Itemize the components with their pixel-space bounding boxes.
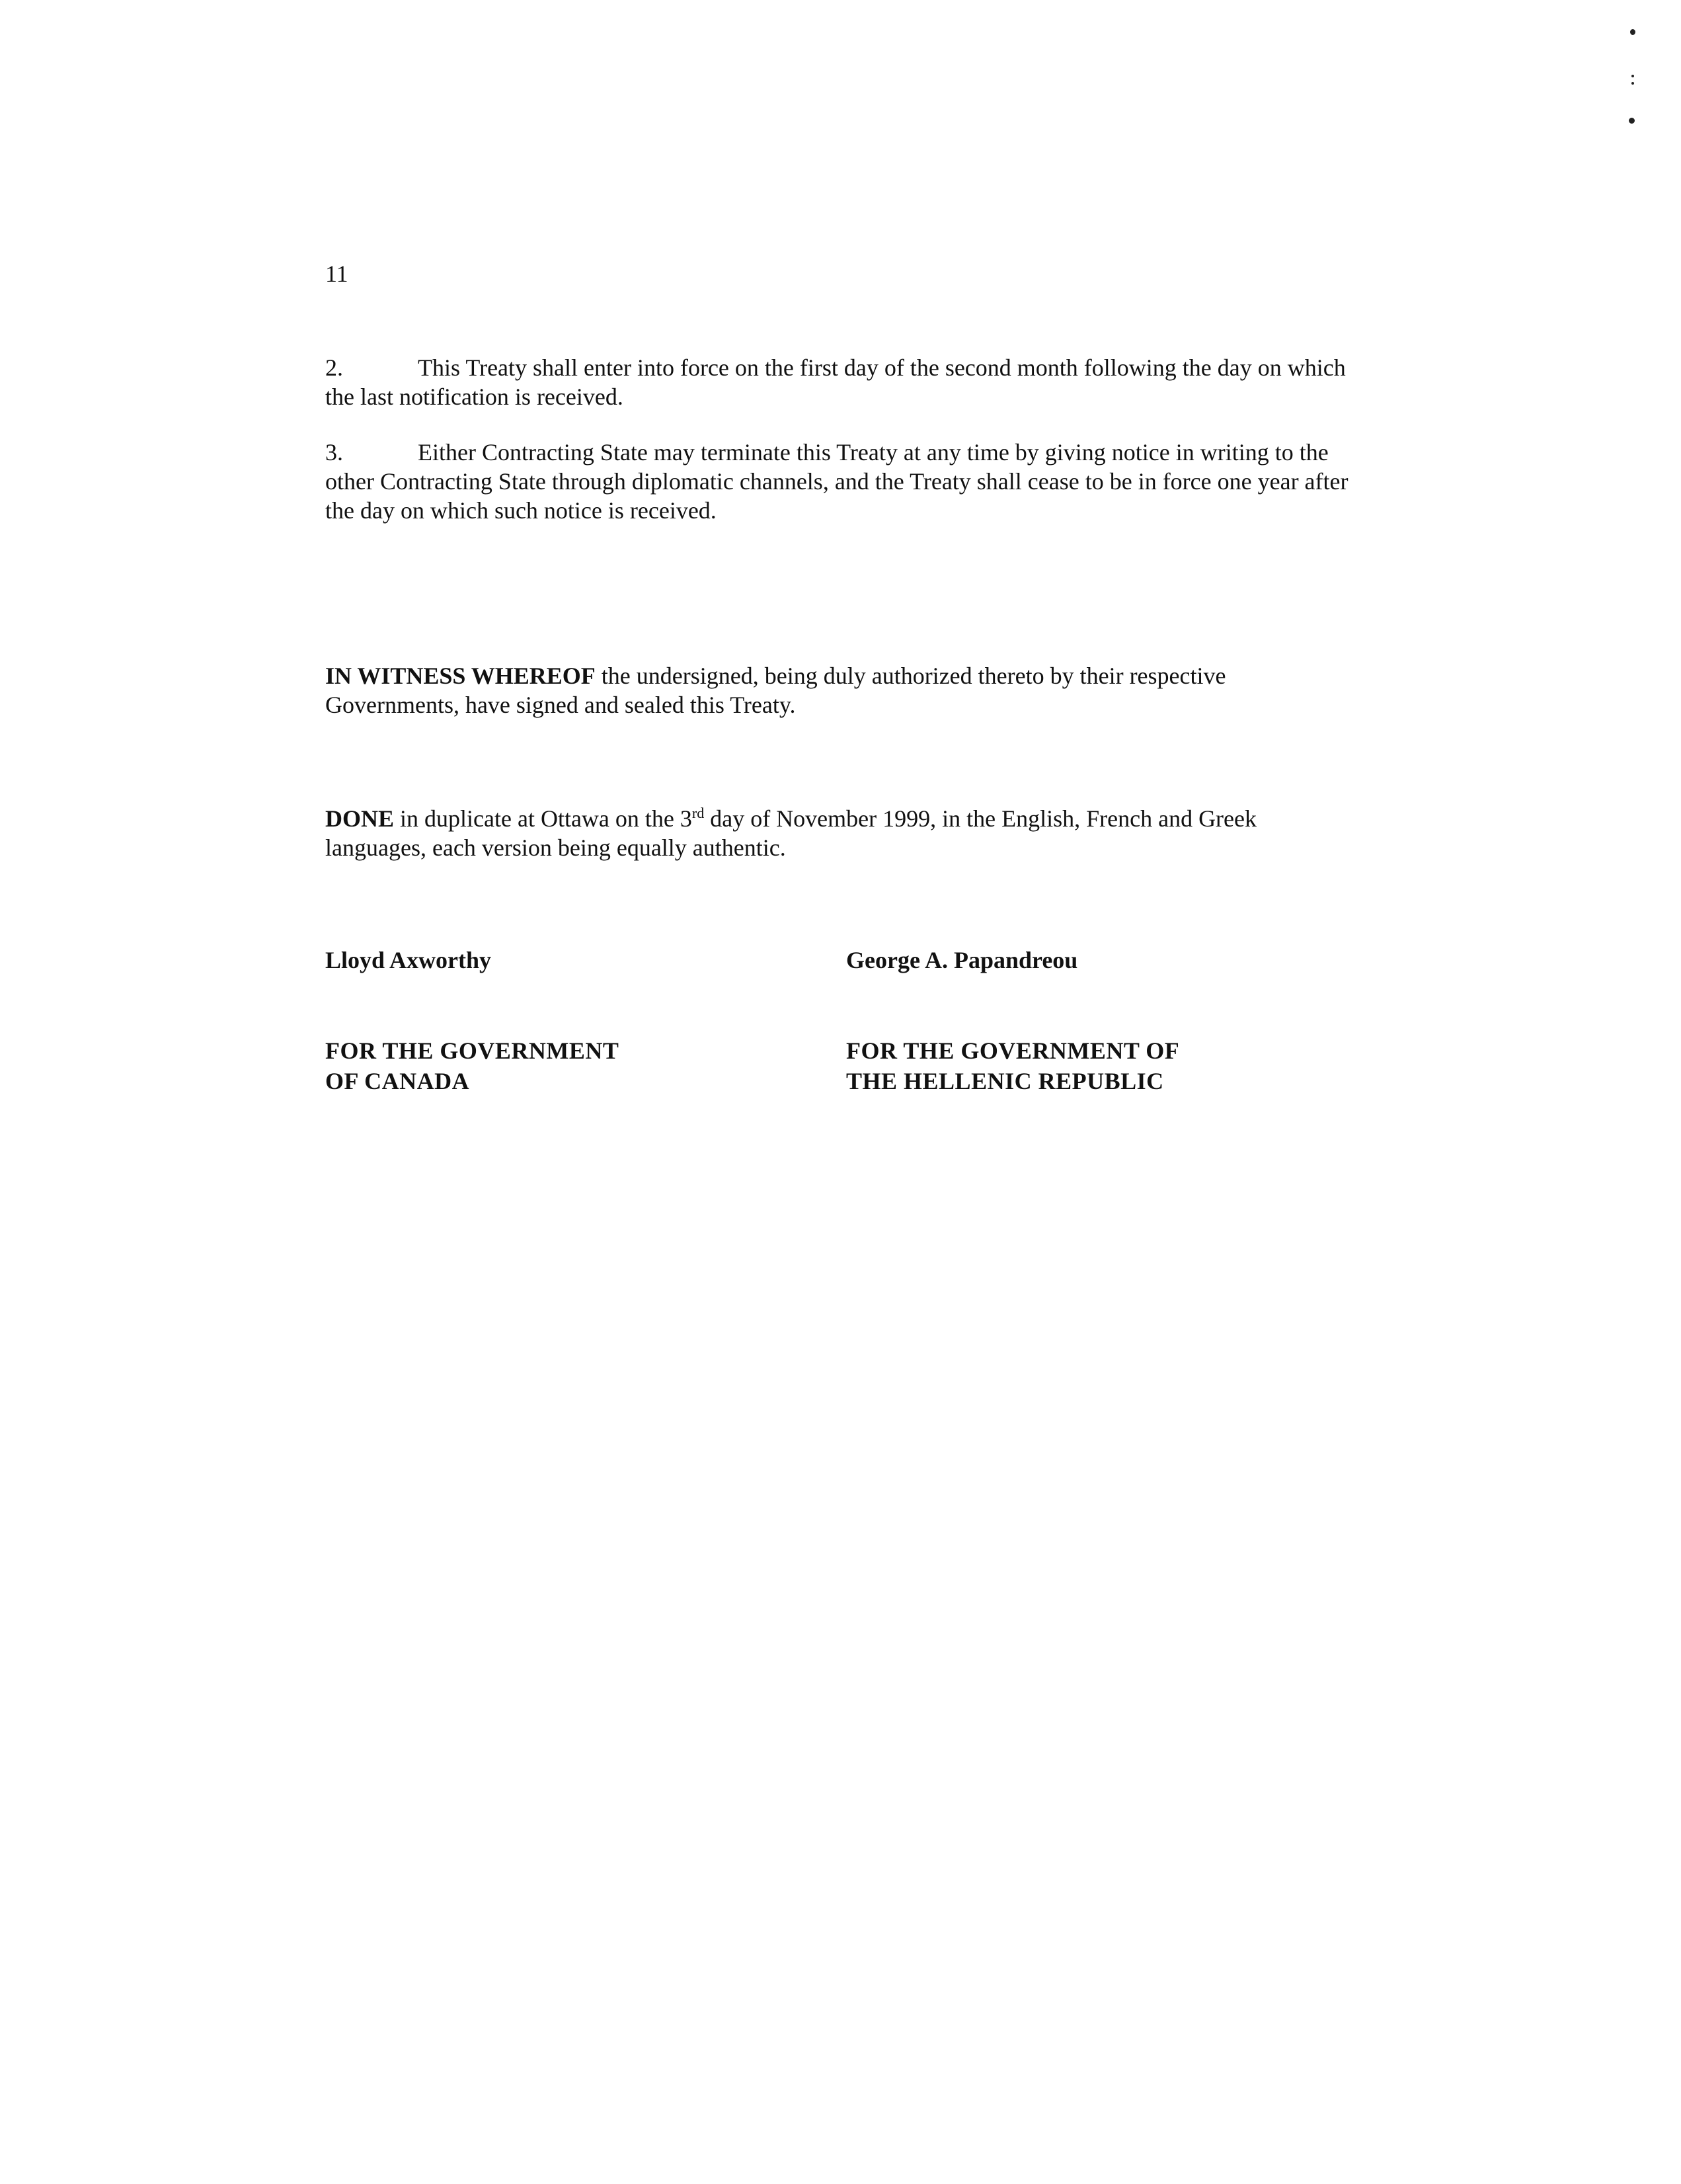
paragraph-2	[325, 353, 1356, 411]
paragraph-number: 3.	[325, 439, 343, 465]
scan-speck	[1630, 29, 1635, 35]
witness-clause	[325, 661, 1356, 719]
done-lead: DONE	[325, 805, 395, 832]
signatory-government-canada	[325, 1035, 619, 1096]
paragraph-3	[325, 438, 1356, 525]
signatory-government-greece	[846, 1035, 1179, 1096]
paragraph-number: 2.	[325, 354, 343, 381]
done-clause	[325, 804, 1356, 862]
page-number: 11	[325, 261, 348, 287]
government-line-2: OF CANADA	[325, 1068, 470, 1094]
ordinal-superscript: rd	[691, 805, 705, 821]
paragraph-text: Either Contracting State may terminate this Treaty at any time by giving notice in writing to the other Contracting State through diplomatic channels, and the Treaty shall cease to be in force one year after the day on which such notice is received.	[325, 439, 1349, 524]
government-line-2: THE HELLENIC REPUBLIC	[846, 1068, 1164, 1094]
government-line-1: FOR THE GOVERNMENT	[325, 1037, 619, 1064]
scan-speck	[1631, 82, 1634, 85]
witness-lead: IN WITNESS WHEREOF	[325, 663, 596, 689]
signatory-name-greece: George A. Papandreou	[846, 947, 1078, 973]
scan-speck	[1629, 118, 1635, 124]
scan-speck	[1631, 75, 1634, 77]
witness-text: the undersigned, being duly authorized thereto by their respective Governments, have signed and sealed this Treaty.	[325, 663, 1226, 718]
done-text-before: in duplicate at Ottawa on the 3	[394, 805, 692, 832]
government-line-1: FOR THE GOVERNMENT OF	[846, 1037, 1180, 1064]
signatory-name-canada: Lloyd Axworthy	[325, 947, 492, 973]
paragraph-text: This Treaty shall enter into force on the first day of the second month following the day on which the last notification is received.	[325, 354, 1346, 410]
done-text-after: day of November 1999, in the English, French and Greek languages, each version being equally authentic.	[325, 805, 1257, 861]
